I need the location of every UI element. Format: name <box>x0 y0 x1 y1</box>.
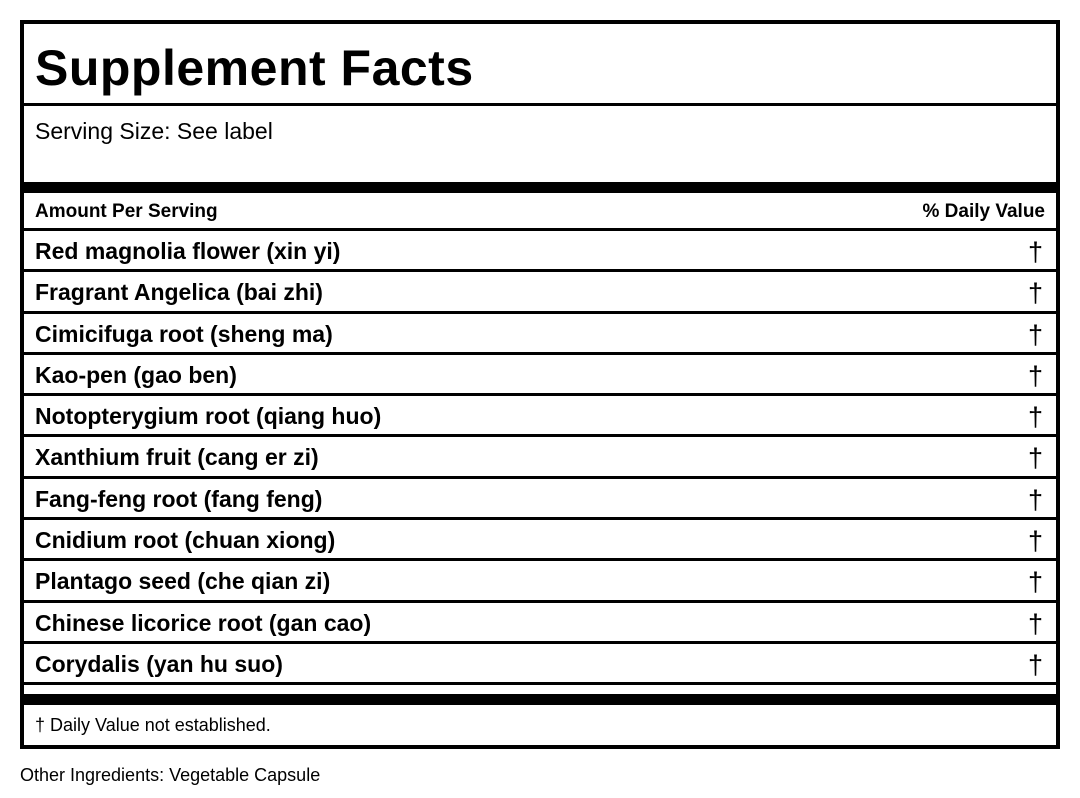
ingredient-row <box>24 231 1056 272</box>
ingredient-name: Kao-pen (gao ben) <box>35 361 237 388</box>
column-header-row <box>24 193 1056 228</box>
dagger-mark: † <box>1027 360 1043 391</box>
title-divider <box>24 103 1056 106</box>
panel-title: Supplement Facts <box>35 40 474 96</box>
dagger-mark: † <box>1027 526 1043 557</box>
ingredient-name: Chinese licorice root (gan cao) <box>35 609 372 636</box>
dagger-mark: † <box>1027 443 1043 474</box>
ingredient-row <box>24 437 1056 478</box>
thick-divider-top <box>24 182 1056 193</box>
dagger-mark: † <box>1027 237 1043 267</box>
ingredient-row <box>24 272 1056 313</box>
serving-size: Serving Size: See label <box>35 118 273 144</box>
dagger-mark: † <box>1027 649 1043 680</box>
ingredient-row <box>24 520 1056 561</box>
ingredient-name: Cnidium root (chuan xiong) <box>35 527 336 554</box>
ingredient-name: Red magnolia flower (xin yi) <box>35 238 341 264</box>
dagger-mark: † <box>1027 402 1043 433</box>
dagger-mark: † <box>1027 484 1043 515</box>
ingredient-row <box>24 561 1056 602</box>
ingredient-row <box>24 314 1056 355</box>
ingredient-row <box>24 355 1056 396</box>
ingredient-list <box>24 231 1056 685</box>
daily-value-header: % Daily Value <box>922 201 1045 222</box>
dagger-mark: † <box>1027 278 1043 309</box>
ingredient-name: Fang-feng root (fang feng) <box>35 485 323 512</box>
ingredient-name: Fragrant Angelica (bai zhi) <box>35 279 323 306</box>
dagger-mark: † <box>1027 567 1043 598</box>
ingredient-row <box>24 603 1056 644</box>
amount-per-serving-header: Amount Per Serving <box>35 201 218 222</box>
ingredient-name: Cimicifuga root (sheng ma) <box>35 320 333 347</box>
other-ingredients: Other Ingredients: Vegetable Capsule <box>20 765 321 785</box>
ingredient-row <box>24 396 1056 437</box>
dagger-mark: † <box>1027 608 1043 639</box>
thick-divider-bottom <box>24 694 1056 705</box>
ingredient-name: Notopterygium root (qiang huo) <box>35 403 382 430</box>
dagger-mark: † <box>1027 319 1043 350</box>
ingredient-row <box>24 644 1056 685</box>
ingredient-name: Plantago seed (che qian zi) <box>35 568 331 595</box>
supplement-facts-panel <box>20 20 1060 749</box>
ingredient-name: Corydalis (yan hu suo) <box>35 650 283 677</box>
ingredient-row <box>24 479 1056 520</box>
daily-value-footnote: † Daily Value not established. <box>35 715 271 735</box>
ingredient-name: Xanthium fruit (cang er zi) <box>35 444 319 471</box>
